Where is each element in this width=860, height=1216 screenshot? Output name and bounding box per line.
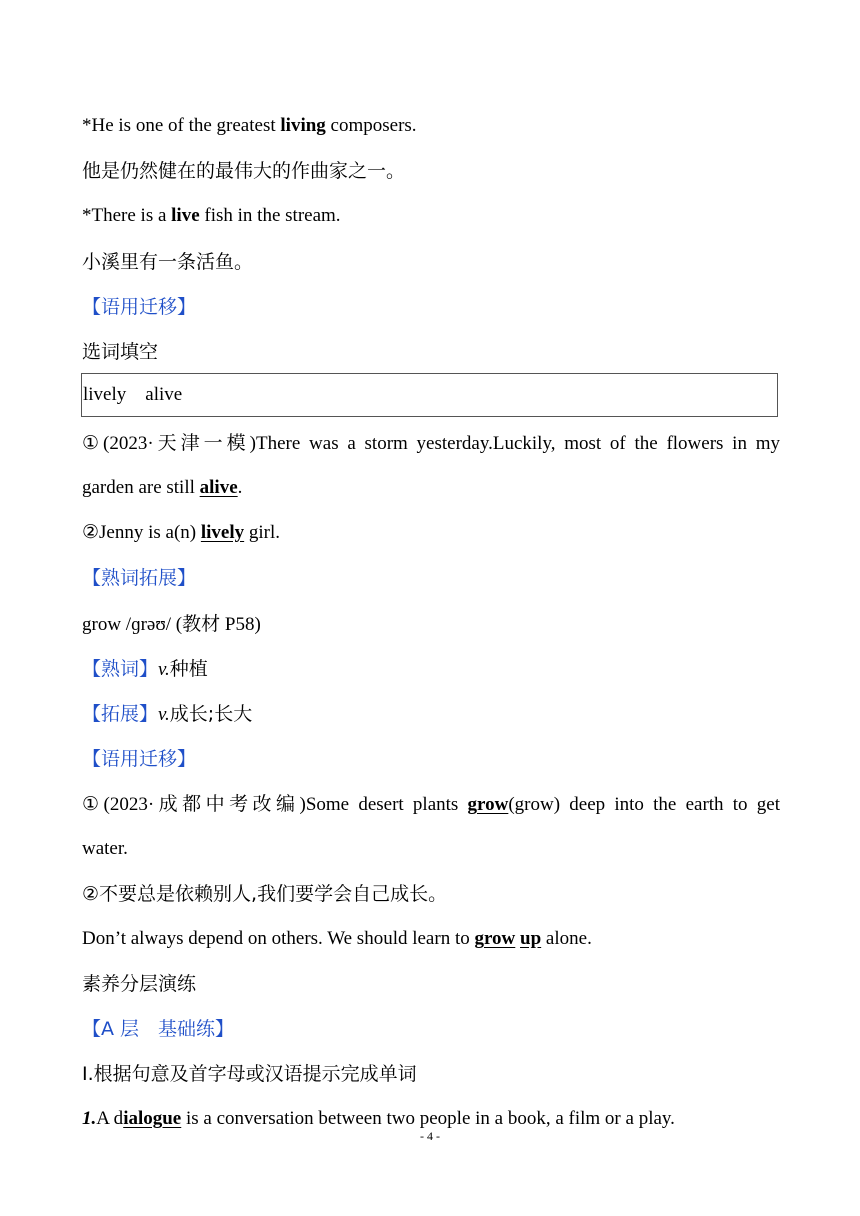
exercise-4-prompt: ②不要总是依赖别人,我们要学会自己成长。 — [82, 883, 448, 905]
answer: grow — [467, 794, 509, 815]
section-title-practice: 素养分层演练 — [82, 973, 197, 995]
answer: ialogue — [123, 1108, 182, 1129]
page-number: - 4 - — [420, 1129, 440, 1143]
text: fish in the stream. — [199, 205, 341, 226]
text: grow /ɡrəʊ/ ( — [82, 614, 183, 635]
exercise-3-line-1 — [82, 792, 780, 817]
text: *He is one of the greatest — [82, 115, 281, 136]
answer: lively — [200, 522, 245, 543]
answer: alive — [199, 477, 238, 498]
question-1 — [82, 1107, 780, 1131]
text-zh: 教材 — [182, 613, 221, 635]
question-number: 1. — [82, 1108, 97, 1129]
exercise-3-line-2: water. — [82, 838, 128, 859]
text: Don’t always depend on others. We should learn to — [82, 928, 475, 949]
source: 成都中考改编 — [154, 793, 300, 815]
part-of-speech: v. — [158, 659, 170, 680]
example-sentence-1 — [82, 114, 780, 138]
meaning: 成长;长大 — [169, 703, 253, 725]
text: composers. — [325, 115, 417, 136]
familiar-meaning — [82, 657, 780, 682]
keyword: live — [171, 205, 200, 226]
exercise-2 — [82, 521, 780, 545]
text: girl. — [244, 522, 281, 543]
example-sentence-2 — [82, 204, 780, 228]
part-of-speech: v. — [158, 704, 170, 725]
answer: up — [520, 928, 542, 949]
text: P58) — [220, 614, 261, 635]
number: ①(2023· — [82, 794, 155, 815]
example-translation-2: 小溪里有一条活鱼。 — [82, 251, 254, 273]
word-options: lively alive — [83, 384, 183, 405]
word-box — [81, 373, 778, 417]
instruction-fill-in: 选词填空 — [82, 341, 159, 363]
text: garden are still — [82, 477, 200, 498]
text: alone. — [541, 928, 592, 949]
text: ②Jenny is a(n) — [82, 522, 201, 543]
example-translation-1: 他是仍然健在的最伟大的作曲家之一。 — [82, 160, 406, 182]
text: )There was a storm yesterday.Luckily, most of the flowers in my — [249, 433, 780, 454]
text: (grow) deep into the earth to get — [508, 794, 780, 815]
tag: 【熟词】 — [82, 658, 159, 680]
exercise-4-answer-line — [82, 927, 780, 951]
section-heading-usage-transfer-2: 【语用迁移】 — [82, 748, 197, 770]
text: . — [237, 477, 243, 498]
part-1-instruction: Ⅰ.根据句意及首字母或汉语提示完成单词 — [82, 1063, 417, 1085]
text: is a conversation between two people in a book, a film or a play. — [181, 1108, 675, 1129]
answer: grow — [474, 928, 516, 949]
tag: 【拓展】 — [82, 703, 159, 725]
section-heading-word-extension: 【熟词拓展】 — [82, 567, 197, 589]
number: ①(2023· — [82, 433, 154, 454]
exercise-1-line-2 — [82, 476, 780, 500]
keyword: living — [280, 115, 326, 136]
exercise-1-line-1 — [82, 431, 780, 456]
meaning: 种植 — [169, 658, 208, 680]
text: )Some desert plants — [299, 794, 468, 815]
source: 天津一模 — [153, 432, 250, 454]
extended-meaning — [82, 702, 780, 727]
text: A d — [96, 1108, 124, 1129]
text: *There is a — [82, 205, 172, 226]
level-a-heading: 【A 层 基础练】 — [82, 1018, 235, 1040]
section-heading-usage-transfer: 【语用迁移】 — [82, 296, 197, 318]
word-entry-grow — [82, 612, 780, 637]
